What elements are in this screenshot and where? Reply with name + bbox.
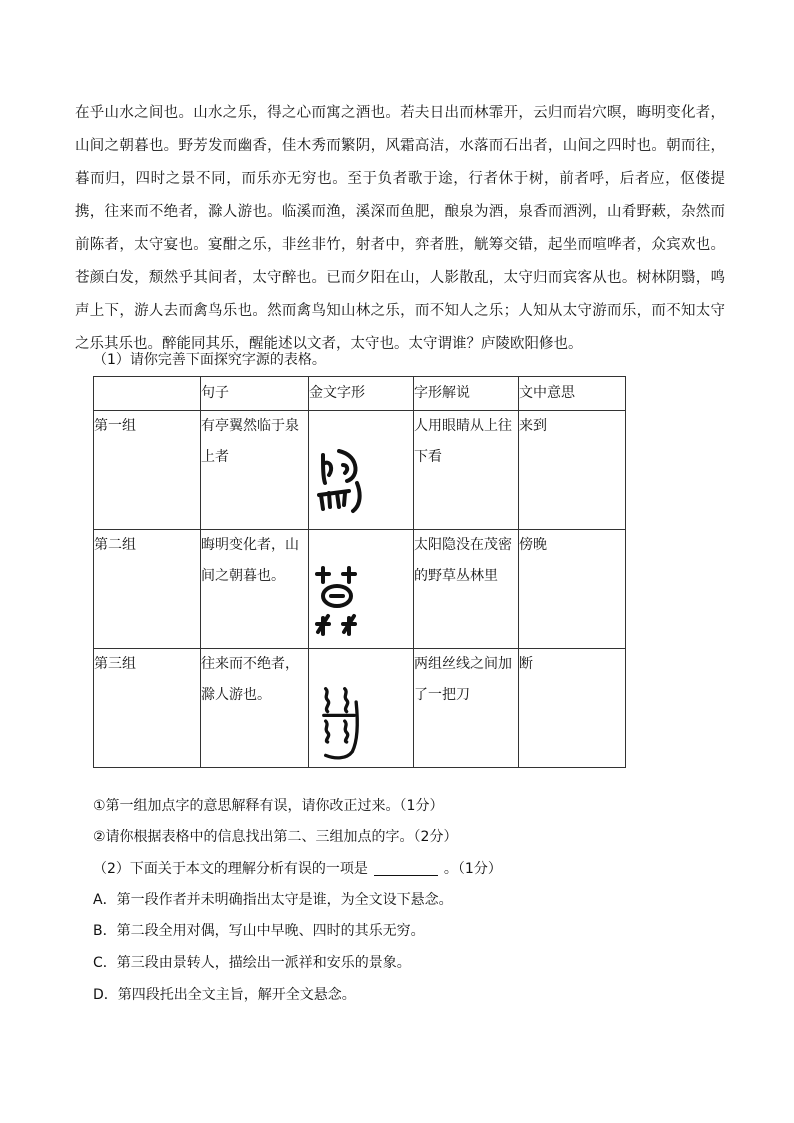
sentence-cell: 晦明变化者，山间之朝暮也。 bbox=[201, 530, 309, 649]
option-d: D．第四段托出全文主旨，解开全文悬念。 bbox=[93, 987, 356, 1003]
question-2 bbox=[93, 858, 502, 878]
etymology-table bbox=[93, 376, 626, 768]
header-cell-empty bbox=[94, 377, 201, 411]
glyph-cell bbox=[309, 411, 414, 530]
table-header-row bbox=[94, 377, 626, 411]
answer-blank[interactable] bbox=[374, 861, 438, 876]
sub-question-2: ②请你根据表格中的信息找出第二、三组加点的字。（2分） bbox=[93, 829, 458, 845]
bronze-glyph-jue-icon bbox=[315, 683, 363, 763]
sub-question-1: ①第一组加点字的意思解释有误，请你改正过来。（1分） bbox=[93, 798, 444, 814]
option-b: B．第二段全用对偶，写山中早晚、四时的其乐无穷。 bbox=[93, 923, 425, 939]
explain-cell: 太阳隐没在茂密的野草丛林里 bbox=[414, 530, 519, 649]
meaning-cell: 傍晚 bbox=[519, 530, 626, 649]
meaning-cell: 断 bbox=[519, 649, 626, 768]
sentence-cell: 往来而不绝者，滁人游也。 bbox=[201, 649, 309, 768]
header-cell-meaning: 文中意思 bbox=[519, 377, 626, 411]
table-row bbox=[94, 530, 626, 649]
question-2-score: 。（1分） bbox=[443, 861, 502, 877]
group-cell: 第三组 bbox=[94, 649, 201, 768]
group-cell: 第一组 bbox=[94, 411, 201, 530]
explain-cell: 两组丝线之间加了一把刀 bbox=[414, 649, 519, 768]
glyph-cell bbox=[309, 530, 414, 649]
question-2-text: （2）下面关于本文的理解分析有误的一项是 bbox=[93, 861, 368, 877]
header-cell-glyph: 金文字形 bbox=[309, 377, 414, 411]
option-a: A．第一段作者并未明确指出太守是谁，为全文设下悬念。 bbox=[93, 892, 453, 908]
passage-text: 在乎山水之间也。山水之乐，得之心而寓之酒也。若夫日出而林霏开，云归而岩穴暝，晦明变化者，山间之朝暮也。野芳发而幽香，佳木秀而繁阴，风霜高洁，水落而石出者，山间之四时也。朝而往，暮而归，四时之景不同，而乐亦无穷也。至于负者歌于途，行者休于树，前者呼，后者应，伛偻提携，往来而不绝者，滁人游也。临溪而渔，溪深而鱼肥，酿泉为酒，泉香而酒洌，山肴野蔌，杂然而前陈者，太守宴也。宴酣之乐，非丝非竹，射者中，弈者胜，觥筹交错，起坐而喧哗者，众宾欢也。苍颜白发，颓然乎其间者，太守醉也。已而夕阳在山，人影散乱，太守归而宾客从也。树林阴翳，鸣声上下，游人去而禽鸟乐也。然而禽鸟知山林之乐，而不知人之乐；人知从太守游而乐，而不知太守之乐其乐也。醉能同其乐，醒能述以文者，太守也。太守谓谁？庐陵欧阳修也。 bbox=[75, 105, 725, 352]
bronze-glyph-mu-icon bbox=[313, 560, 361, 640]
table-row bbox=[94, 649, 626, 768]
header-cell-explain: 字形解说 bbox=[414, 377, 519, 411]
option-c: C．第三段由景转人，描绘出一派祥和安乐的景象。 bbox=[93, 955, 411, 971]
header-cell-sentence: 句子 bbox=[201, 377, 309, 411]
question-1: （1）请你完善下面探究字源的表格。 bbox=[93, 352, 326, 368]
table-row bbox=[94, 411, 626, 530]
bronze-glyph-lin-icon bbox=[317, 443, 365, 523]
sentence-cell: 有亭翼然临于泉上者 bbox=[201, 411, 309, 530]
explain-cell: 人用眼睛从上往下看 bbox=[414, 411, 519, 530]
meaning-cell: 来到 bbox=[519, 411, 626, 530]
glyph-cell bbox=[309, 649, 414, 768]
group-cell: 第二组 bbox=[94, 530, 201, 649]
